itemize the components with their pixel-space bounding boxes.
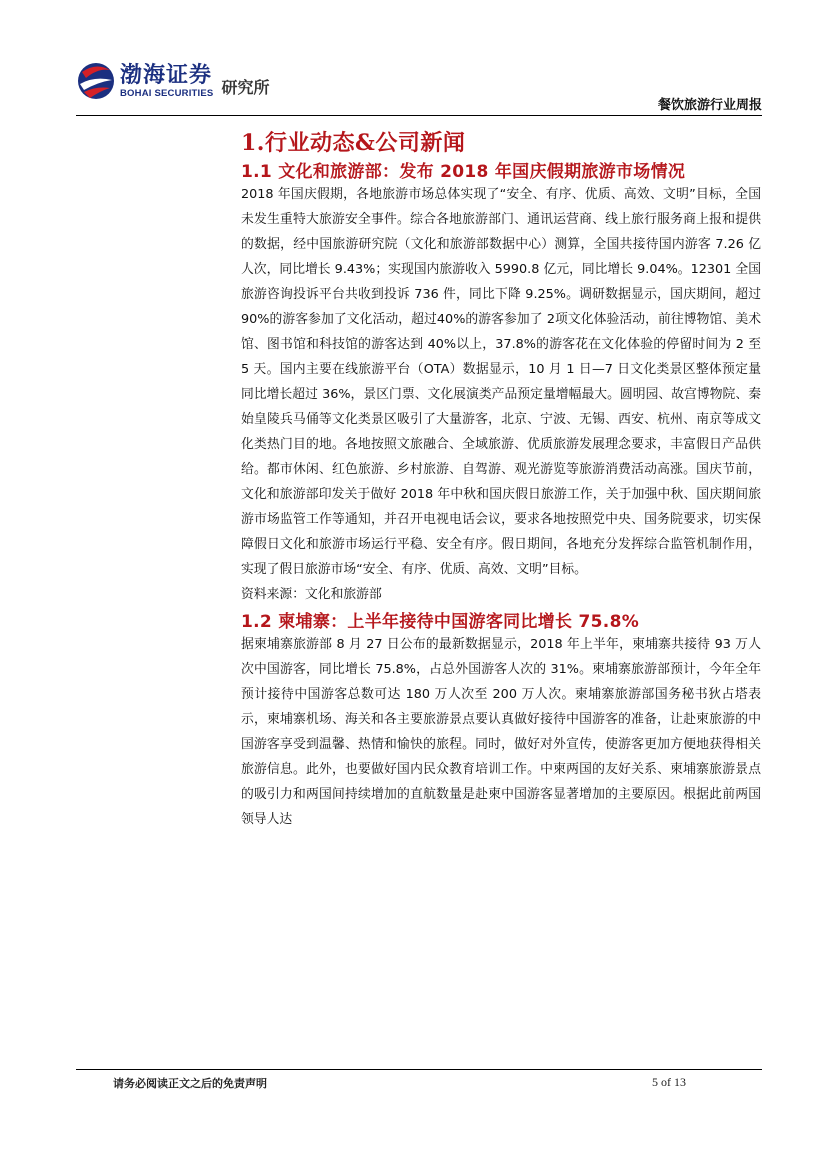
institute-name: 研究所	[221, 77, 270, 97]
section-title: 1.行业动态&公司新闻	[241, 130, 466, 156]
footer-divider	[76, 1069, 762, 1070]
logo-english-name: BOHAI SECURITIES	[120, 87, 214, 99]
news-2-body: 据柬埔寨旅游部 8 月 27 日公布的最新数据显示，2018 年上半年，柬埔寨共接待 93 万人次中国游客，同比增长 75.8%，占总外国游客人次的 31%。柬埔寨旅游部预计，今年全年预计接待中国游客总数可达 180 万人次至 200 万人次。柬埔寨旅游部国务秘书狄占塔表示，柬埔寨机场、海关和各主要旅游景点要认真做好接待中国游客的准备，让赴柬旅游的中国游客享受到温馨、热情和愉快的旅程。同时，做好对外宣传，使游客更加方便地获得相关旅游信息。此外，也要做好国内民众教育培训工作。中柬两国的友好关系、柬埔寨旅游景点的吸引力和两国间持续增加的直航数量是赴柬中国游客显著增加的主要原因。根据此前两国领导人达	[241, 637, 761, 827]
page-header	[76, 58, 762, 116]
main-content	[241, 118, 761, 832]
header-divider	[76, 115, 762, 116]
news-1-source: 资料来源：文化和旅游部	[241, 587, 382, 602]
page-number: 5 of 13	[652, 1075, 686, 1089]
bohai-logo-icon	[76, 58, 116, 104]
logo-chinese-name: 渤海证券	[120, 61, 213, 88]
report-title: 餐饮旅游行业周报	[657, 98, 762, 113]
news-1-title: 1.1 文化和旅游部：发布 2018 年国庆假期旅游市场情况	[241, 162, 686, 182]
news-2-title: 1.2 柬埔寨：上半年接待中国游客同比增长 75.8%	[241, 612, 640, 632]
news-1-body: 2018 年国庆假期，各地旅游市场总体实现了“安全、有序、优质、高效、文明”目标，全国未发生重特大旅游安全事件。综合各地旅游部门、通讯运营商、线上旅行服务商上报和提供的数据，经中国旅游研究院（文化和旅游部数据中心）测算，全国共接待国内游客 7.26 亿人次，同比增长 9.43%；实现国内旅游收入 5990.8 亿元，同比增长 9.04%。12301 全国旅游咨询投诉平台共收到投诉 736 件，同比下降 9.25%。调研数据显示，国庆期间，超过 90%的游客参加了文化活动，超过40%的游客参加了 2项文化体验活动，前往博物馆、美术馆、图书馆和科技馆的游客达到 40%以上，37.8%的游客花在文化体验的停留时间为 2 至 5 天。国内主要在线旅游平台（OTA）数据显示，10 月 1 日—7 日文化类景区整体预定量同比增长超过 36%，景区门票、文化展演类产品预定量增幅最大。圆明园、故宫博物院、秦始皇陵兵马俑等文化类景区吸引了大量游客，北京、宁波、无锡、西安、杭州、南京等成文化类热门目的地。各地按照文旅融合、全域旅游、优质旅游发展理念要求，丰富假日产品供给。都市休闲、红色旅游、乡村旅游、自驾游、观光游览等旅游消费活动高涨。国庆节前，文化和旅游部印发关于做好 2018 年中秋和国庆假日旅游工作，关于加强中秋、国庆期间旅游市场监管工作等通知，并召开电视电话会议，要求各地按照党中央、国务院要求，切实保障假日文化和旅游市场运行平稳、安全有序。假日期间，各地充分发挥综合监管机制作用，实现了假日旅游市场“安全、有序、优质、高效、文明”目标。	[241, 187, 761, 577]
company-logo	[76, 58, 269, 104]
disclaimer-note: 请务必阅读正文之后的免责声明	[113, 1077, 267, 1090]
